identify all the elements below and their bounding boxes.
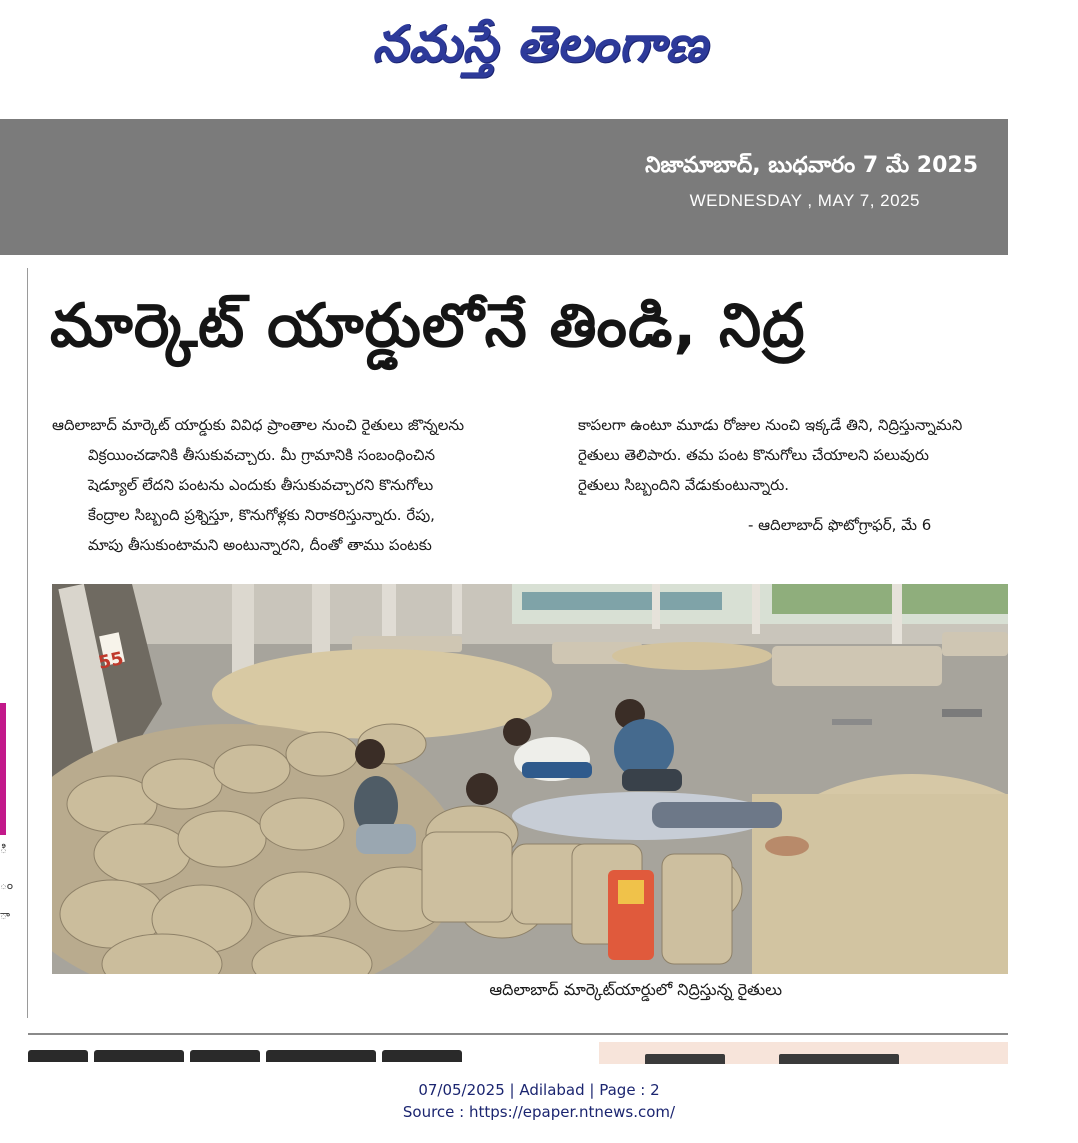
body-line: రైతులు తెలిపారు. తమ పంట కొనుగోలు చేయాలని పలువురు (578, 446, 929, 464)
masthead-title: నమస్తే తెలంగాణ (372, 14, 708, 73)
article-body-right (578, 410, 1010, 500)
adjacent-article-box (599, 1042, 1008, 1064)
body-line: షెడ్యూల్ లేదని పంటను ఎందుకు తీసుకువచ్చారని కొనుగోలు (88, 476, 434, 494)
body-line: కాపలగా ఉంటూ మూడు రోజుల నుంచి ఇక్కడే తిని, నిద్రిస్తున్నామని (578, 416, 963, 434)
date-english: WEDNESDAY , MAY 7, 2025 (689, 191, 920, 210)
body-line: కేంద్రాల సిబ్బంది ప్రశ్నిస్తూ, కొనుగోళ్లకు నిరాకరిస్తున్నారు. రేపు, (88, 506, 435, 524)
next-article-headline-fragment (28, 1040, 588, 1062)
body-line: విక్రయించడానికి తీసుకువచ్చారు. మీ గ్రామానికి సంబంధించిన (88, 446, 435, 464)
adjacent-text-fragment: ా (0, 908, 11, 922)
adjacent-text-fragment: ం (0, 878, 14, 892)
section-divider (28, 1033, 1008, 1035)
article-headline: మార్కెట్ యార్డులోనే తిండి, నిద్ర (50, 291, 806, 361)
adjacent-text-fragment: ి (0, 842, 7, 856)
date-telugu: నిజామాబాద్, బుధవారం 7 మే 2025 (645, 153, 978, 178)
pillar-sign-number: 55 (96, 648, 126, 674)
body-line: ఆదిలాబాద్ మార్కెట్ యార్డుకు వివిధ ప్రాంతాల నుంచి రైతులు జొన్నలను (52, 416, 465, 434)
market-yard-photo-illustration (52, 584, 1008, 974)
adjacent-article-accent-bar (0, 703, 6, 835)
page-footer (0, 1079, 1078, 1123)
footer-edition-info: 07/05/2025 | Adilabad | Page : 2 (418, 1081, 660, 1099)
left-column-divider (27, 268, 28, 1018)
photo-credit: - ఆదిలాబాద్ ఫొటోగ్రాఫర్, మే 6 (748, 516, 932, 534)
article-body-left (52, 410, 518, 560)
footer-source-link[interactable]: Source : https://epaper.ntnews.com/ (402, 1103, 676, 1121)
newspaper-masthead (330, 6, 750, 86)
body-line: మాపు తీసుకుంటామని అంటున్నారని, దీంతో తాము పంటకు (88, 536, 432, 554)
photo-caption: ఆదిలాబాద్ మార్కెట్‌యార్డులో నిద్రిస్తున్న రైతులు (489, 980, 782, 999)
date-band (0, 119, 1008, 255)
article-photo (52, 584, 1008, 974)
body-line: రైతులు సిబ్బందిని వేడుకుంటున్నారు. (578, 476, 790, 494)
